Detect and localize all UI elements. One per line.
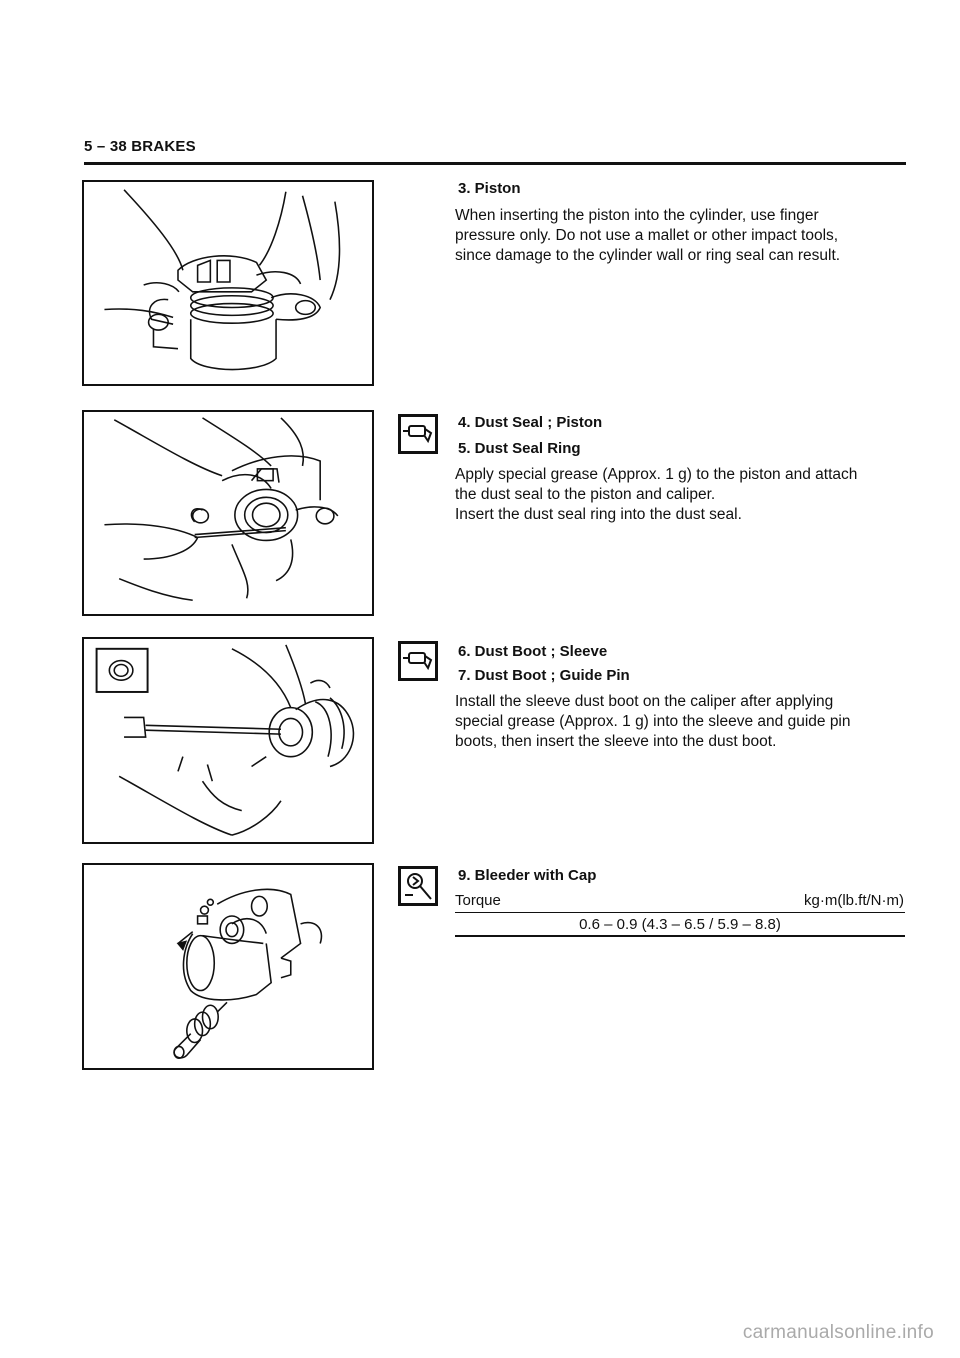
- step-6-7-line-3: boots, then insert the sleeve into the dust boot.: [455, 733, 777, 750]
- step-4-5-text: [455, 465, 905, 525]
- page-header: [84, 136, 906, 165]
- step-3-title: 3. Piston: [458, 180, 521, 197]
- step-3-text: [455, 206, 905, 266]
- step-6-title: 6. Dust Boot ; Sleeve: [458, 643, 608, 660]
- step-4-5-line-2: the dust seal to the piston and caliper.: [455, 486, 716, 503]
- step-3-line-3: since damage to the cylinder wall or ring seal can result.: [455, 247, 841, 264]
- step-3-line-1: When inserting the piston into the cylinder, use finger: [455, 207, 819, 224]
- figure-dust-seal: [82, 410, 374, 616]
- step-3-line-2: pressure only. Do not use a mallet or other impact tools,: [455, 227, 839, 244]
- step-4-title: 4. Dust Seal ; Piston: [458, 414, 603, 431]
- step-5-title: 5. Dust Seal Ring: [458, 440, 581, 457]
- step-4-5-line-1: Apply special grease (Approx. 1 g) to the piston and attach: [455, 466, 858, 483]
- step-6-7-line-1: Install the sleeve dust boot on the caliper after applying: [455, 693, 834, 710]
- watermark: carmanualsonline.info: [742, 1322, 934, 1343]
- torque-label: Torque: [455, 892, 501, 909]
- step-4-5-line-3: Insert the dust seal ring into the dust seal.: [455, 506, 742, 523]
- torque-table-rule-bottom: [455, 935, 905, 937]
- grease-gun-icon: [398, 641, 438, 681]
- torque-table-rule-top: [455, 912, 905, 913]
- torque-unit: kg·m(lb.ft/N·m): [804, 892, 904, 909]
- grease-gun-icon: [398, 414, 438, 454]
- torque-wrench-icon: [398, 866, 438, 906]
- step-9-title: 9. Bleeder with Cap: [458, 867, 597, 884]
- figure-piston-insertion: [82, 180, 374, 386]
- figure-bleeder-cap: [82, 863, 374, 1070]
- torque-value: 0.6 – 0.9 (4.3 – 6.5 / 5.9 – 8.8): [579, 916, 781, 933]
- figure-dust-boot: [82, 637, 374, 844]
- step-6-7-text: [455, 692, 905, 752]
- step-7-title: 7. Dust Boot ; Guide Pin: [458, 667, 630, 684]
- step-6-7-line-2: special grease (Approx. 1 g) into the sleeve and guide pin: [455, 713, 851, 730]
- page-header-text: 5 – 38 BRAKES: [84, 138, 196, 155]
